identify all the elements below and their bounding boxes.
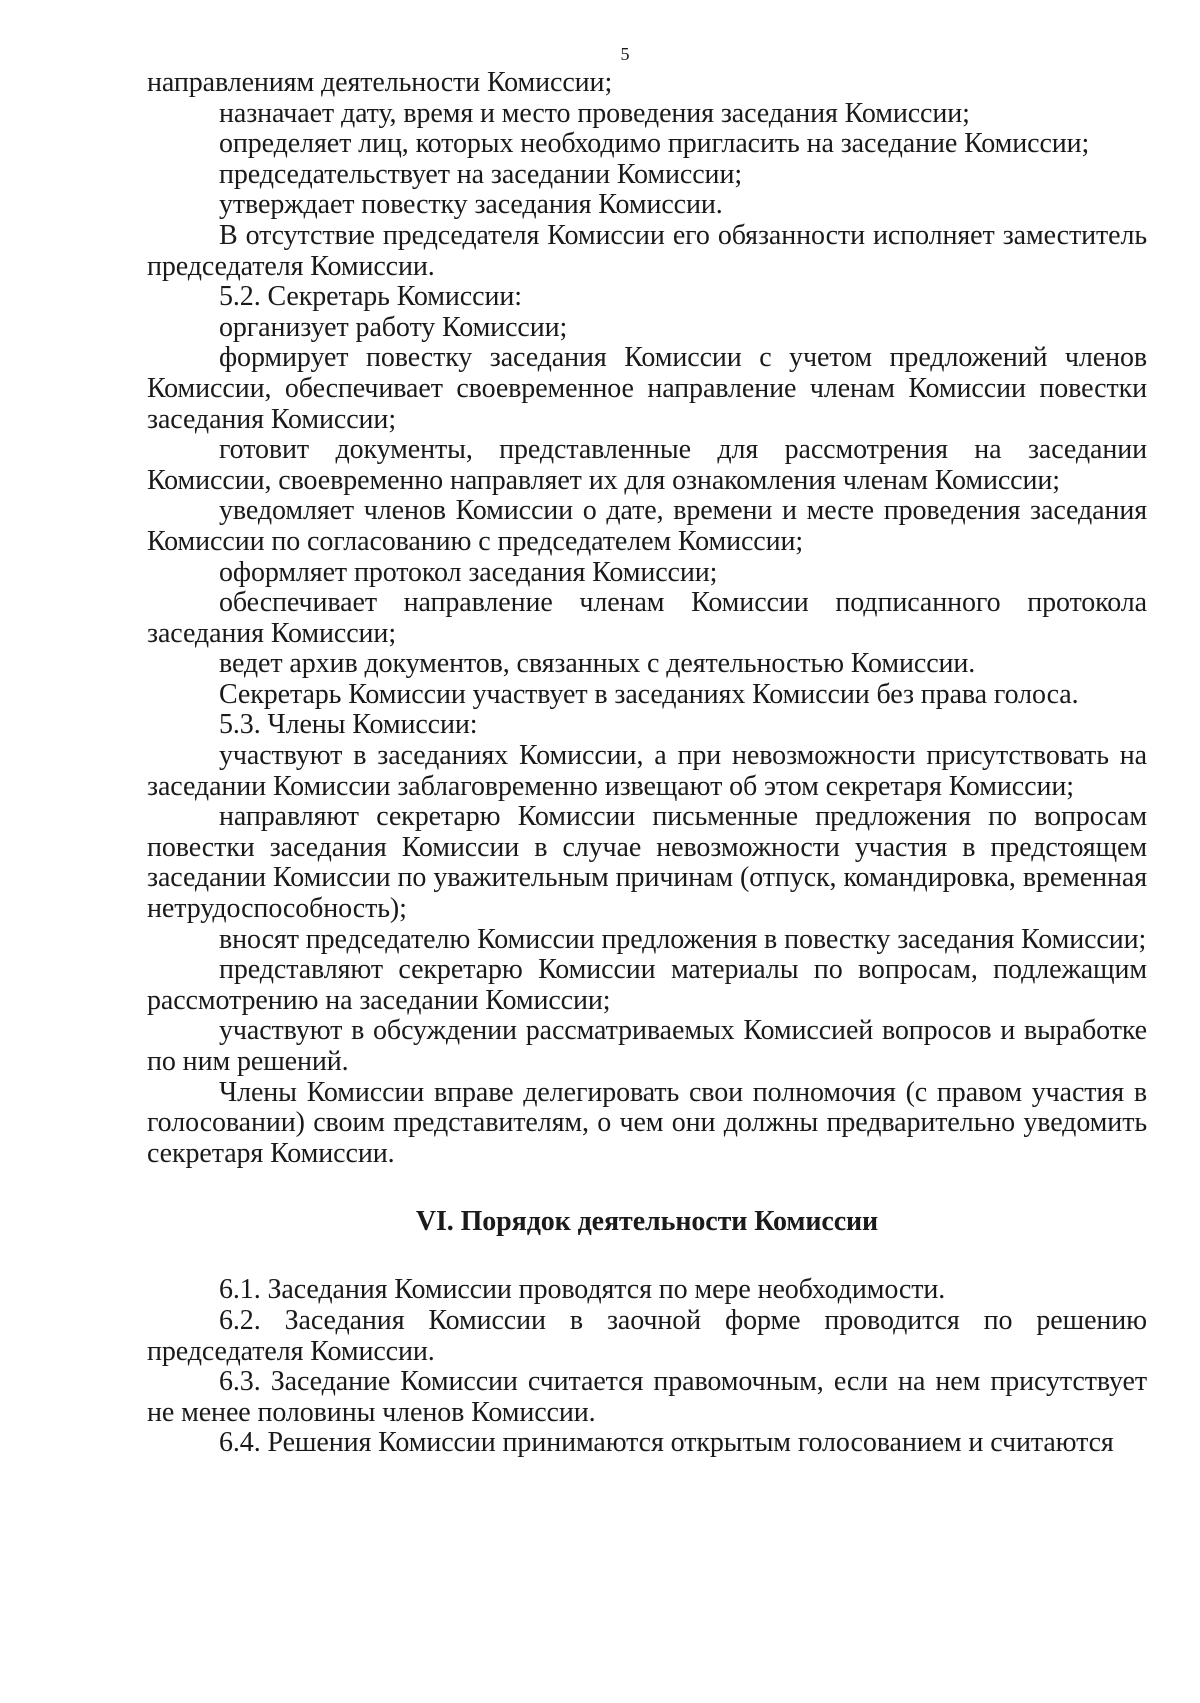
paragraph: организует работу Комиссии; <box>219 311 568 343</box>
paragraph: утверждает повестку заседания Комиссии. <box>219 189 723 221</box>
paragraph: участвуют в обсуждении рассматриваемых Комиссией вопросов и выработке по ним решений. <box>147 1015 1147 1077</box>
paragraph: назначает дату, время и место проведения заседания Комиссии; <box>219 97 970 129</box>
paragraph: формирует повестку заседания Комиссии с учетом предложений членов Комиссии, обеспечивает своевременное направление членам Комиссии повестки заседания Комиссии; <box>147 342 1147 435</box>
subsection-heading-5-3: 5.3. Члены Комиссии: <box>219 709 478 741</box>
paragraph: уведомляет членов Комиссии о дате, времени и месте проведения заседания Комиссии по согласованию с председателем Комиссии; <box>147 495 1147 557</box>
document-body <box>147 68 1147 1459</box>
paragraph: 6.4. Решения Комиссии принимаются открытым голосованием и считаются <box>219 1427 1114 1459</box>
paragraph: 6.2. Заседания Комиссии в заочной форме проводится по решению председателя Комиссии. <box>147 1304 1147 1367</box>
paragraph: обеспечивает направление членам Комиссии подписанного протокола заседания Комиссии; <box>147 587 1147 649</box>
page-number: 5 <box>620 44 630 64</box>
paragraph: Секретарь Комиссии участвует в заседаниях Комиссии без права голоса. <box>219 678 1079 710</box>
paragraph: 6.1. Заседания Комиссии проводятся по мере необходимости. <box>219 1274 946 1306</box>
paragraph: определяет лиц, которых необходимо пригласить на заседание Комиссии; <box>219 128 1090 160</box>
paragraph: участвуют в заседаниях Комиссии, а при невозможности присутствовать на заседании Комиссии заблаговременно извещают об этом секретаря Комиссии; <box>147 740 1147 802</box>
paragraph: ведет архив документов, связанных с деятельностью Комиссии. <box>219 648 976 680</box>
paragraph: направляют секретарю Комиссии письменные предложения по вопросам повестки заседания Комиссии в случае невозможности участия в предстоящем заседании Комиссии по уважительным причинам (отпуск, командировка, временная нетрудоспособность); <box>147 801 1147 925</box>
paragraph: представляют секретарю Комиссии материалы по вопросам, подлежащим рассмотрению на заседании Комиссии; <box>147 954 1147 1016</box>
paragraph: готовит документы, представленные для рассмотрения на заседании Комиссии, своевременно направляет их для ознакомления членам Комиссии; <box>147 434 1147 496</box>
paragraph: В отсутствие председателя Комиссии его обязанности исполняет заместитель председателя Комиссии. <box>147 219 1147 282</box>
paragraph: направлениям деятельности Комиссии; <box>147 67 613 98</box>
section-heading: VI. Порядок деятельности Комиссии <box>415 1206 879 1238</box>
paragraph: председательствует на заседании Комиссии; <box>219 158 743 190</box>
paragraph: Члены Комиссии вправе делегировать свои полномочия (с правом участия в голосовании) своим представителям, о чем они должны предварительно уведомить секретаря Комиссии. <box>147 1076 1147 1169</box>
paragraph: 6.3. Заседание Комиссии считается правомочным, если на нем присутствует не менее половины членов Комиссии. <box>147 1366 1147 1428</box>
paragraph: вносят председателю Комиссии предложения в повестку заседания Комиссии; <box>219 923 1147 955</box>
subsection-heading-5-2: 5.2. Секретарь Комиссии: <box>219 281 522 313</box>
paragraph: оформляет протокол заседания Комиссии; <box>219 556 718 588</box>
